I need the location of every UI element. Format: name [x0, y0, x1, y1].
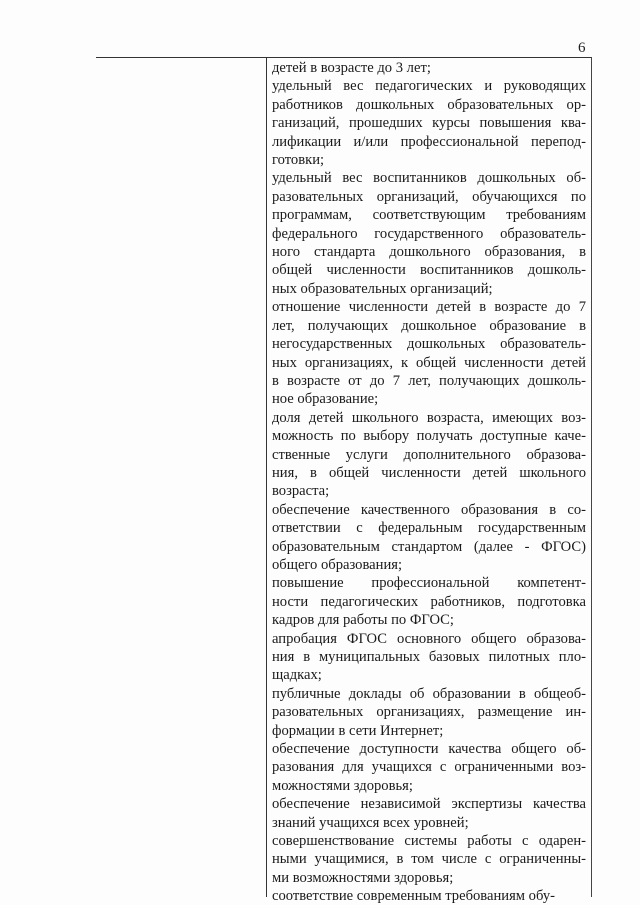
list-item [272, 59, 586, 77]
text-line: готовки; [272, 152, 325, 169]
text-line: негосударственных дошкольных образователь- [272, 336, 586, 353]
text-line: общего образования; [272, 556, 403, 573]
text-line: ния в муниципальных базовых пилотных пло- [272, 649, 586, 665]
text-line: лет, получающих дошкольное образование в [272, 317, 586, 334]
list-item [272, 887, 586, 905]
table-column-divider [266, 57, 267, 897]
text-line: детей в возрасте до 3 лет; [272, 60, 431, 76]
text-line: апробация ФГОС основного общего образова- [272, 630, 586, 647]
table-left-column [96, 57, 266, 897]
text-line: можностями здоровья; [272, 777, 413, 794]
text-line: ных образовательных организаций; [272, 280, 493, 297]
text-line: доля детей школьного возраста, имеющих воз- [272, 409, 586, 426]
list-item [272, 409, 586, 501]
text-line: разовательных организаций, обучающихся по [272, 188, 586, 205]
text-line: обеспечение доступности качества общего об- [272, 741, 586, 758]
text-line: лификации и/или профессиональной перепод- [272, 133, 586, 150]
text-line: возраста; [272, 483, 330, 500]
list-item [272, 630, 586, 685]
text-line: ными учащимися, в том числе с ограниченны- [272, 851, 586, 868]
text-line: ответствии с федеральным государственным [272, 520, 586, 537]
text-line: образовательным стандартом (далее - ФГОС) [272, 538, 586, 555]
list-item [272, 298, 586, 408]
list-item [272, 740, 586, 795]
table-right-column [272, 59, 586, 905]
table-right-border [591, 57, 592, 897]
text-line: разования для учащихся с ограниченными воз- [272, 759, 586, 776]
text-line: ных организациях, к общей численности детей [272, 354, 586, 371]
text-line: формации в сети Интернет; [272, 722, 444, 739]
list-item [272, 574, 586, 629]
text-line: отношение численности детей в возрасте до 7 [272, 299, 586, 316]
list-item [272, 795, 586, 832]
list-item [272, 685, 586, 740]
text-line: повышение профессиональной компетент- [272, 575, 586, 592]
text-line: ности педагогических работников, подготовка [272, 593, 586, 610]
list-item [272, 169, 586, 298]
text-line: ственные услуги дополнительного образова- [272, 446, 586, 463]
text-line: кадров для работы по ФГОС; [272, 612, 454, 629]
text-line: ганизаций, прошедших курсы повышения ква- [272, 115, 586, 132]
text-line: можность по выбору получать доступные каче- [272, 428, 586, 445]
text-line: публичные доклады об образовании в общеоб- [272, 685, 586, 702]
text-line: обеспечение качественного образования в со- [272, 501, 586, 518]
text-line: удельный вес педагогических и руководящих [272, 78, 586, 95]
text-line: программам, соответствующим требованиям [272, 207, 586, 224]
list-item [272, 77, 586, 169]
text-line: удельный вес воспитанников дошкольных об- [272, 170, 586, 187]
text-line: ное образование; [272, 391, 379, 408]
text-line: разовательных организациях, размещение ин- [272, 704, 586, 721]
text-line: щадках; [272, 667, 322, 684]
page-number: 6 [578, 40, 586, 56]
text-line: соответствие современным требованиям обу- [272, 888, 556, 905]
text-line: общей численности воспитанников дошколь- [272, 262, 586, 279]
list-item [272, 832, 586, 887]
list-item [272, 501, 586, 575]
text-line: совершенствование системы работы с одарен- [272, 833, 586, 850]
text-line: ния, в общей численности детей школьного [272, 464, 586, 481]
text-line: федерального государственного образователь- [272, 225, 586, 242]
text-line: ми возможностями здоровья; [272, 869, 454, 886]
text-line: ного стандарта дошкольного образования, в [272, 244, 586, 261]
text-line: работников дошкольных образовательных ор- [272, 96, 586, 113]
text-line: обеспечение независимой экспертизы качества [272, 796, 586, 813]
text-line: в возрасте от до 7 лет, получающих дошколь- [272, 372, 586, 389]
text-line: знаний учащихся всех уровней; [272, 814, 469, 831]
